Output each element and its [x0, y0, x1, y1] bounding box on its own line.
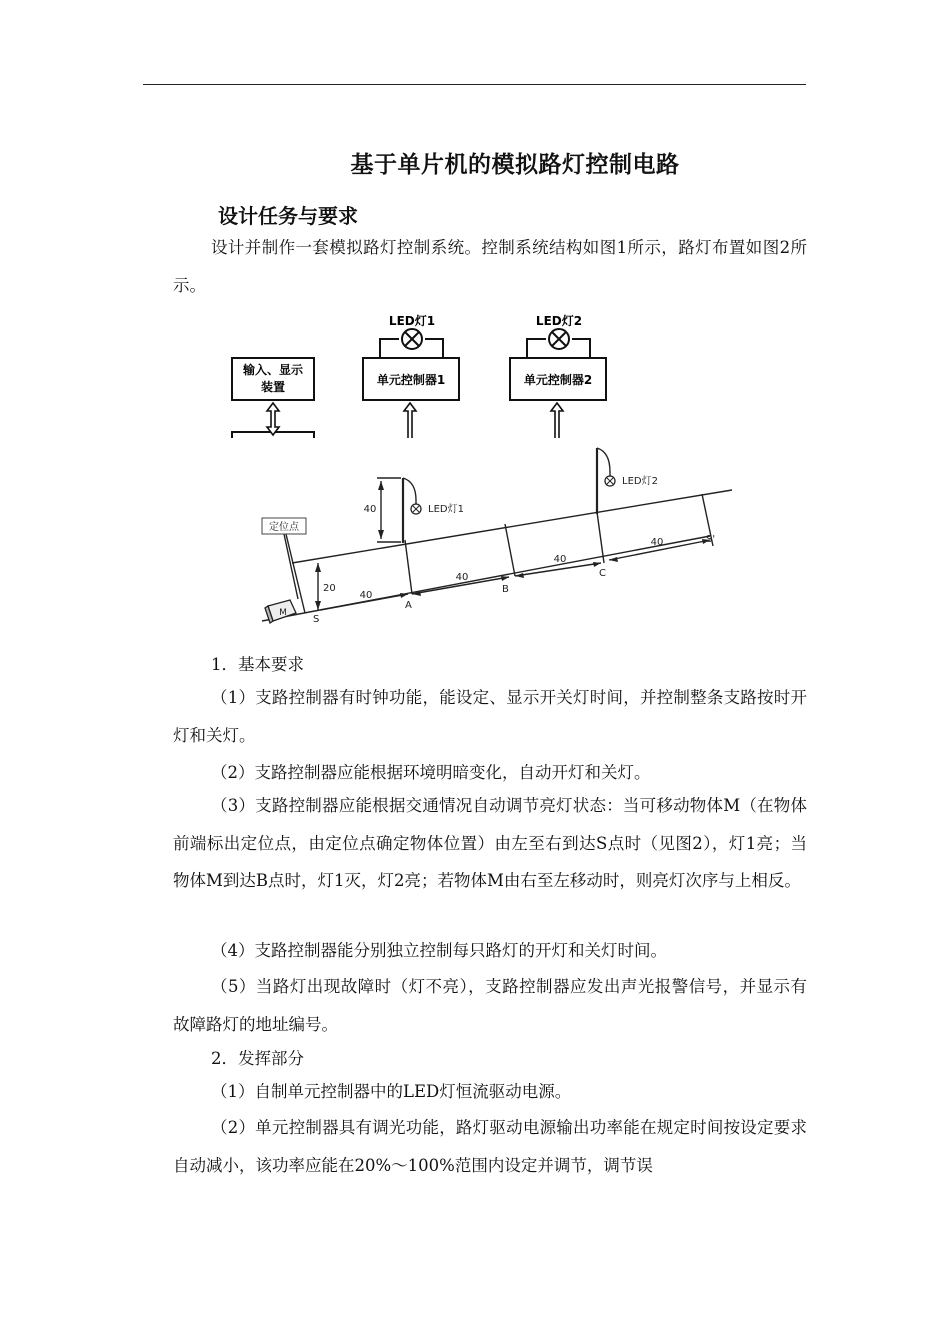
basic-requirement-2: （2）支路控制器应能根据环境明暗变化，自动开灯和关灯。 [211, 763, 651, 782]
basic-requirement-3: （3）支路控制器应能根据交通情况自动调节亮灯状态：当可移动物体M（在物体前端标出定位点，由定位点确定物体位置）由左至右到达S点时（见图2），灯1亮；当物体M到达B点时，灯1灭，灯2亮；若物体M由右至左移动时，则亮灯次序与上相反。 [173, 796, 807, 890]
fig2-led2-label: LED灯2 [622, 476, 658, 487]
up-arrow-icon [551, 403, 563, 441]
fig2-dist-cs: 40 [650, 537, 664, 548]
fig2-point-s-prime: S' [706, 534, 716, 545]
bidirectional-arrow-icon [267, 403, 279, 435]
document-title: 基于单片机的模拟路灯控制电路 [350, 152, 680, 178]
figure-2-lamp-layout [172, 438, 742, 644]
advanced-requirement-2: （2）单元控制器具有调光功能，路灯驱动电源输出功率能在规定时间按设定要求自动减小，该功率应能在20%～100%范围内设定并调节，调节误 [173, 1118, 807, 1175]
basic-requirement-1: （1）支路控制器有时钟功能，能设定、显示开关灯时间，并控制整条支路按时开灯和关灯。 [173, 688, 807, 745]
basic-requirement-5: （5）当路灯出现故障时（灯不亮），支路控制器应发出声光报警信号，并显示有故障路灯的地址编号。 [173, 977, 807, 1034]
header-rule [143, 84, 806, 85]
fig1-unit-ctrl1-label: 单元控制器1 [376, 373, 446, 387]
fig2-point-c: C [599, 568, 606, 579]
section-heading: 设计任务与要求 [218, 204, 358, 228]
fig2-point-a: A [405, 600, 412, 611]
up-arrow-icon [404, 403, 416, 441]
fig2-locator-label: 定位点 [269, 522, 299, 533]
fig1-input-display-label-2: 装置 [260, 380, 286, 394]
basic-requirements-heading: 1．基本要求 [211, 655, 304, 674]
fig2-dist-bc: 40 [553, 554, 567, 565]
intro-paragraph: 设计并制作一套模拟路灯控制系统。控制系统结构如图1所示，路灯布置如图2所示。 [173, 238, 807, 295]
fig2-led1-label: LED灯1 [428, 504, 464, 515]
fig1-led1-label: LED灯1 [388, 314, 436, 328]
fig2-point-s: S [313, 614, 320, 625]
fig2-offset-label: 20 [323, 583, 336, 594]
fig2-pole-height-label: 40 [363, 504, 377, 515]
advanced-requirement-1: （1）自制单元控制器中的LED灯恒流驱动电源。 [211, 1082, 572, 1101]
basic-requirement-4: （4）支路控制器能分别独立控制每只路灯的开灯和关灯时间。 [211, 941, 667, 960]
fig2-dist-ab: 40 [455, 572, 469, 583]
fig1-unit-ctrl2-label: 单元控制器2 [523, 373, 593, 387]
fig2-m-label: M [279, 608, 287, 618]
advanced-heading: 2．发挥部分 [211, 1049, 304, 1068]
fig2-point-b: B [502, 584, 509, 595]
figure-1-system-structure [225, 308, 635, 448]
fig2-dist-sa: 40 [359, 590, 373, 601]
fig1-led2-label: LED灯2 [535, 314, 583, 328]
fig1-input-display-label-1: 输入、显示 [242, 363, 304, 377]
